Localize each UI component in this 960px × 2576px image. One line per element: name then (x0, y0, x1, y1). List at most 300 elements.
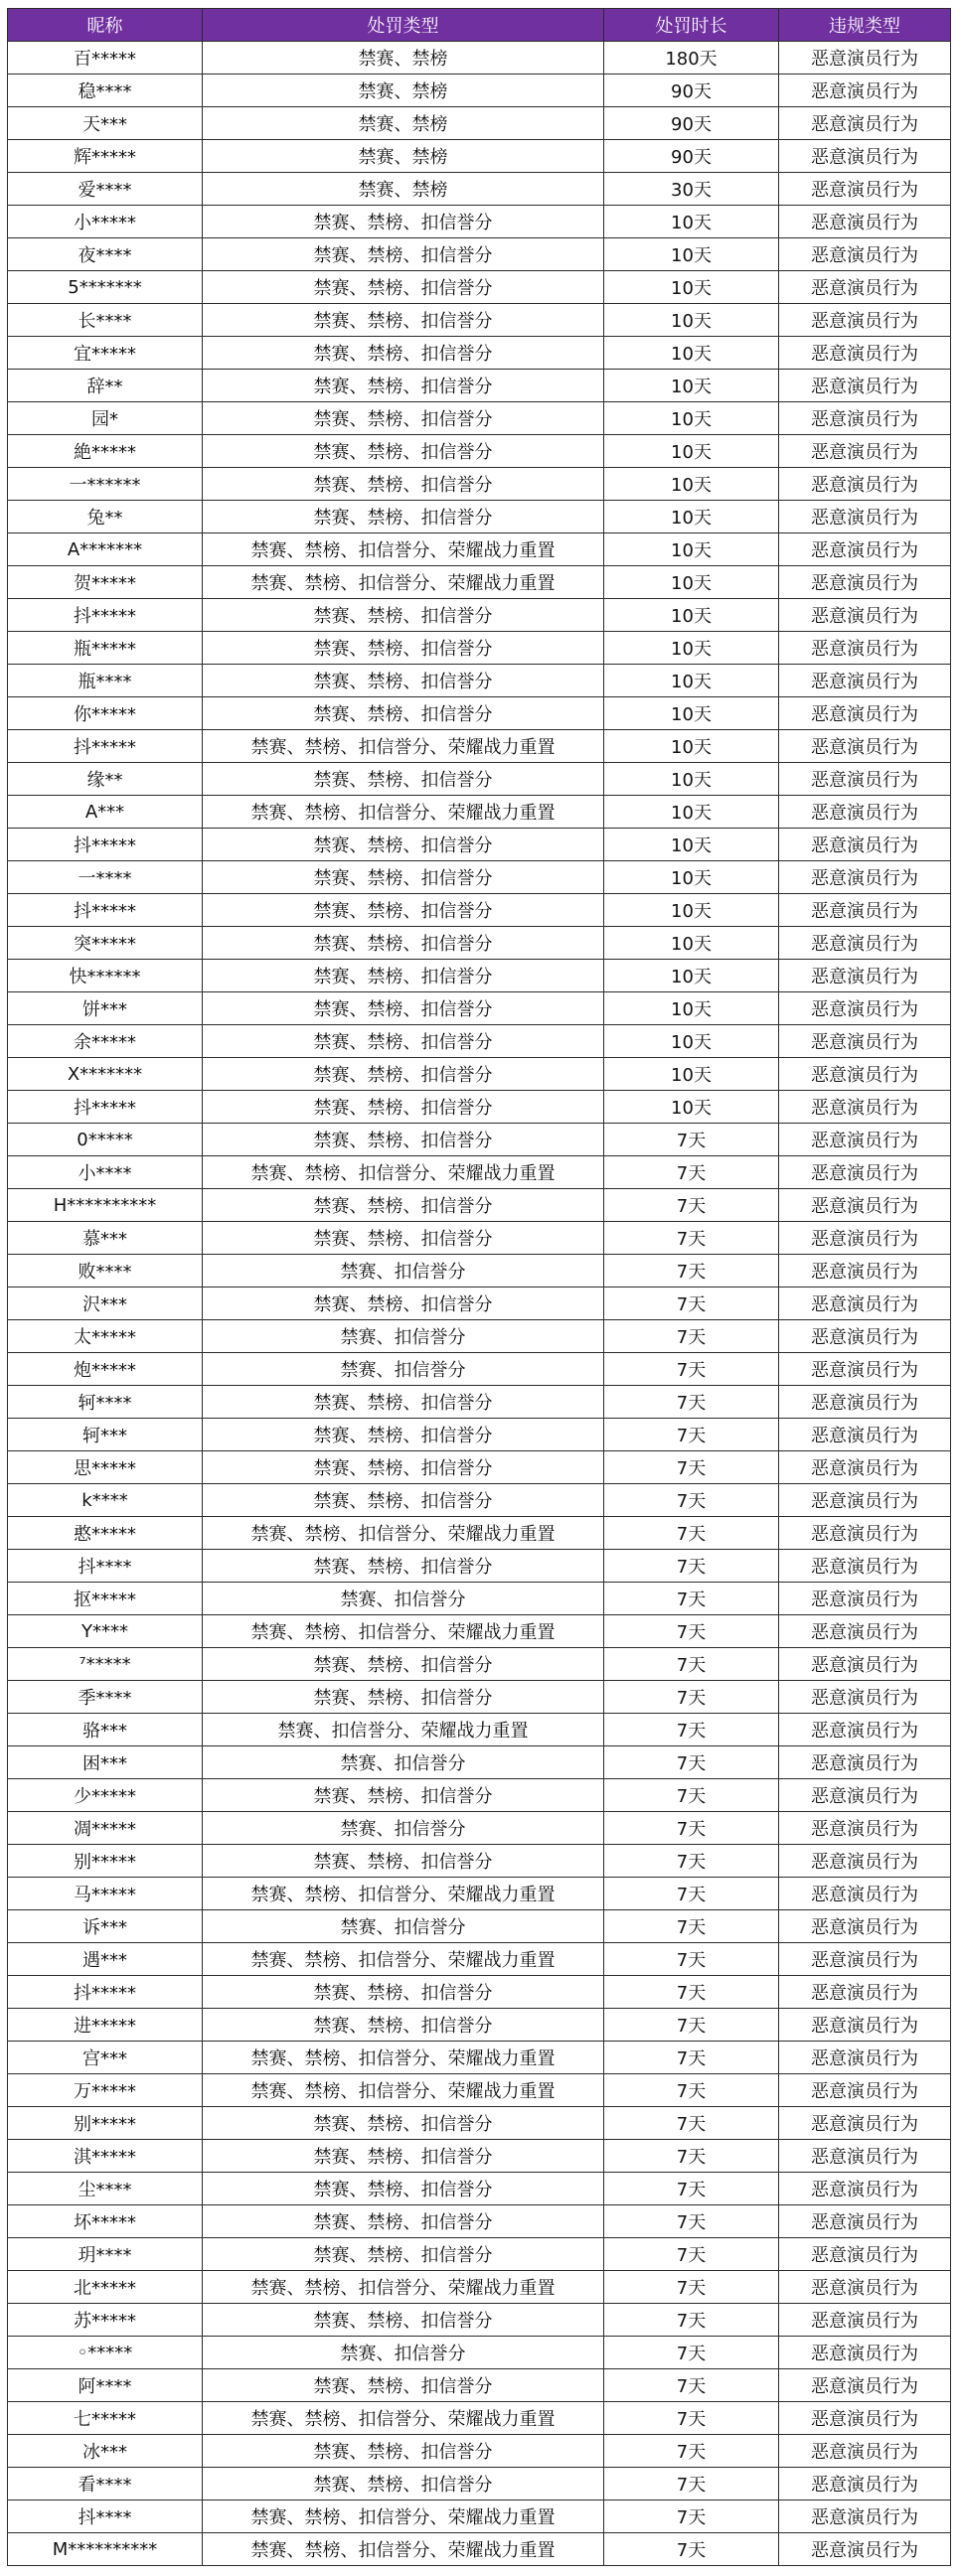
table-row (8, 1058, 951, 1091)
cell-penalty-type: 禁赛、禁榜、扣信誉分、荣耀战力重置 (203, 1156, 604, 1189)
cell-penalty-type: 禁赛、禁榜、扣信誉分 (203, 2468, 604, 2500)
cell-nickname: 坏***** (8, 2205, 203, 2238)
cell-penalty-duration: 10天 (604, 599, 779, 632)
cell-violation-type: 恶意演员行为 (779, 1583, 951, 1615)
cell-penalty-duration: 7天 (604, 2369, 779, 2402)
cell-violation-type: 恶意演员行为 (779, 730, 951, 763)
cell-violation-type: 恶意演员行为 (779, 1058, 951, 1091)
cell-violation-type: 恶意演员行为 (779, 304, 951, 337)
cell-violation-type: 恶意演员行为 (779, 1779, 951, 1812)
cell-violation-type: 恶意演员行为 (779, 1615, 951, 1648)
table-row (8, 206, 951, 238)
cell-penalty-duration: 10天 (604, 992, 779, 1025)
cell-nickname: 爱**** (8, 173, 203, 206)
cell-penalty-type: 禁赛、禁榜、扣信誉分 (203, 2009, 604, 2042)
cell-violation-type: 恶意演员行为 (779, 2042, 951, 2074)
table-row (8, 1976, 951, 2009)
cell-violation-type: 恶意演员行为 (779, 1812, 951, 1845)
cell-violation-type: 恶意演员行为 (779, 2435, 951, 2468)
cell-penalty-type: 禁赛、扣信誉分 (203, 1353, 604, 1386)
cell-violation-type: 恶意演员行为 (779, 2009, 951, 2042)
cell-violation-type: 恶意演员行为 (779, 665, 951, 697)
cell-penalty-duration: 7天 (604, 2009, 779, 2042)
cell-penalty-type: 禁赛、禁榜、扣信誉分 (203, 1779, 604, 1812)
table-row (8, 1025, 951, 1058)
table-row (8, 1124, 951, 1156)
cell-penalty-duration: 7天 (604, 1812, 779, 1845)
penalty-table-container (7, 8, 950, 2566)
cell-penalty-type: 禁赛、禁榜、扣信誉分 (203, 2238, 604, 2271)
cell-penalty-duration: 7天 (604, 2238, 779, 2271)
cell-violation-type: 恶意演员行为 (779, 927, 951, 960)
cell-penalty-duration: 90天 (604, 75, 779, 107)
cell-nickname: 遇*** (8, 1943, 203, 1976)
cell-nickname: 辞** (8, 370, 203, 402)
cell-violation-type: 恶意演员行为 (779, 2140, 951, 2173)
cell-penalty-type: 禁赛、扣信誉分 (203, 1812, 604, 1845)
cell-penalty-type: 禁赛、禁榜、扣信誉分、荣耀战力重置 (203, 1878, 604, 1910)
cell-violation-type: 恶意演员行为 (779, 140, 951, 173)
cell-penalty-duration: 7天 (604, 1746, 779, 1779)
table-row (8, 1845, 951, 1878)
cell-nickname: 抠***** (8, 1583, 203, 1615)
cell-penalty-type: 禁赛、扣信誉分 (203, 1746, 604, 1779)
table-row (8, 665, 951, 697)
cell-penalty-duration: 10天 (604, 1025, 779, 1058)
cell-nickname: 一**** (8, 861, 203, 894)
cell-violation-type: 恶意演员行为 (779, 1419, 951, 1451)
cell-violation-type: 恶意演员行为 (779, 370, 951, 402)
cell-violation-type: 恶意演员行为 (779, 2468, 951, 2500)
cell-nickname: 万***** (8, 2074, 203, 2107)
header-row (8, 9, 951, 42)
cell-nickname: 玥**** (8, 2238, 203, 2271)
cell-nickname: 絶***** (8, 435, 203, 468)
cell-violation-type: 恶意演员行为 (779, 206, 951, 238)
cell-nickname: 别***** (8, 2107, 203, 2140)
cell-nickname: 苏***** (8, 2304, 203, 2337)
table-row (8, 763, 951, 796)
cell-penalty-duration: 7天 (604, 1320, 779, 1353)
table-row (8, 1517, 951, 1550)
cell-violation-type: 恶意演员行为 (779, 2304, 951, 2337)
cell-penalty-type: 禁赛、禁榜、扣信誉分 (203, 1484, 604, 1517)
cell-violation-type: 恶意演员行为 (779, 992, 951, 1025)
cell-penalty-type: 禁赛、禁榜、扣信誉分 (203, 665, 604, 697)
cell-penalty-type: 禁赛、禁榜、扣信誉分 (203, 1451, 604, 1484)
cell-nickname: 抖**** (8, 2500, 203, 2533)
table-row (8, 1943, 951, 1976)
cell-violation-type: 恶意演员行为 (779, 1648, 951, 1681)
table-row (8, 1779, 951, 1812)
cell-nickname: X******* (8, 1058, 203, 1091)
cell-penalty-duration: 7天 (604, 1845, 779, 1878)
cell-penalty-type: 禁赛、禁榜、扣信誉分 (203, 861, 604, 894)
table-row (8, 2271, 951, 2304)
table-row (8, 1320, 951, 1353)
cell-penalty-duration: 90天 (604, 107, 779, 140)
cell-violation-type: 恶意演员行为 (779, 2107, 951, 2140)
cell-penalty-duration: 7天 (604, 2337, 779, 2369)
cell-violation-type: 恶意演员行为 (779, 435, 951, 468)
cell-violation-type: 恶意演员行为 (779, 1910, 951, 1943)
cell-penalty-type: 禁赛、禁榜、扣信誉分 (203, 1419, 604, 1451)
table-row (8, 697, 951, 730)
cell-penalty-duration: 7天 (604, 1222, 779, 1255)
header-penalty-duration: 处罚时长 (604, 9, 779, 42)
cell-nickname: 5******* (8, 271, 203, 304)
cell-penalty-type: 禁赛、禁榜、扣信誉分 (203, 2435, 604, 2468)
cell-violation-type: 恶意演员行为 (779, 1222, 951, 1255)
cell-penalty-duration: 30天 (604, 173, 779, 206)
cell-nickname: 思***** (8, 1451, 203, 1484)
cell-penalty-duration: 10天 (604, 861, 779, 894)
cell-violation-type: 恶意演员行为 (779, 829, 951, 861)
table-row (8, 1189, 951, 1222)
cell-nickname: A*** (8, 796, 203, 829)
cell-penalty-duration: 7天 (604, 1386, 779, 1419)
cell-violation-type: 恶意演员行为 (779, 697, 951, 730)
cell-violation-type: 恶意演员行为 (779, 2500, 951, 2533)
cell-penalty-type: 禁赛、禁榜、扣信誉分 (203, 632, 604, 665)
table-row (8, 2402, 951, 2435)
table-row (8, 2533, 951, 2566)
table-row (8, 435, 951, 468)
cell-violation-type: 恶意演员行为 (779, 960, 951, 992)
cell-nickname: 败**** (8, 1255, 203, 1288)
table-row (8, 1288, 951, 1320)
cell-violation-type: 恶意演员行为 (779, 599, 951, 632)
cell-violation-type: 恶意演员行为 (779, 468, 951, 501)
cell-violation-type: 恶意演员行为 (779, 2173, 951, 2205)
cell-penalty-duration: 10天 (604, 632, 779, 665)
cell-nickname: 凋***** (8, 1812, 203, 1845)
table-row (8, 960, 951, 992)
table-row (8, 501, 951, 533)
table-row (8, 1156, 951, 1189)
cell-violation-type: 恶意演员行为 (779, 2074, 951, 2107)
cell-penalty-duration: 7天 (604, 1255, 779, 1288)
cell-nickname: 沢*** (8, 1288, 203, 1320)
cell-penalty-duration: 7天 (604, 1124, 779, 1156)
cell-nickname: 七***** (8, 2402, 203, 2435)
cell-penalty-duration: 10天 (604, 271, 779, 304)
cell-violation-type: 恶意演员行为 (779, 796, 951, 829)
cell-violation-type: 恶意演员行为 (779, 42, 951, 75)
table-row (8, 1648, 951, 1681)
cell-violation-type: 恶意演员行为 (779, 1091, 951, 1124)
cell-penalty-type: 禁赛、禁榜、扣信誉分 (203, 763, 604, 796)
cell-violation-type: 恶意演员行为 (779, 1156, 951, 1189)
cell-penalty-type: 禁赛、禁榜、扣信誉分、荣耀战力重置 (203, 566, 604, 599)
cell-nickname: 天*** (8, 107, 203, 140)
cell-nickname: 憨***** (8, 1517, 203, 1550)
cell-nickname: A******* (8, 533, 203, 566)
cell-nickname: 进***** (8, 2009, 203, 2042)
cell-penalty-duration: 10天 (604, 1091, 779, 1124)
cell-nickname: 北***** (8, 2271, 203, 2304)
cell-violation-type: 恶意演员行为 (779, 1517, 951, 1550)
cell-nickname: 抖**** (8, 1550, 203, 1583)
cell-penalty-type: 禁赛、禁榜、扣信誉分 (203, 402, 604, 435)
cell-penalty-type: 禁赛、禁榜、扣信誉分 (203, 1091, 604, 1124)
table-row (8, 829, 951, 861)
cell-penalty-duration: 7天 (604, 1779, 779, 1812)
cell-nickname: 长**** (8, 304, 203, 337)
table-row (8, 1222, 951, 1255)
cell-nickname: 冰*** (8, 2435, 203, 2468)
cell-nickname: ◦***** (8, 2337, 203, 2369)
table-row (8, 2042, 951, 2074)
cell-penalty-duration: 10天 (604, 1058, 779, 1091)
cell-penalty-type: 禁赛、禁榜、扣信誉分 (203, 927, 604, 960)
cell-penalty-type: 禁赛、扣信誉分 (203, 1583, 604, 1615)
cell-penalty-type: 禁赛、禁榜 (203, 107, 604, 140)
cell-nickname: 看**** (8, 2468, 203, 2500)
cell-penalty-duration: 7天 (604, 2107, 779, 2140)
cell-nickname: 困*** (8, 1746, 203, 1779)
cell-penalty-duration: 10天 (604, 894, 779, 927)
cell-penalty-type: 禁赛、禁榜、扣信誉分 (203, 1222, 604, 1255)
table-row (8, 861, 951, 894)
cell-penalty-duration: 7天 (604, 2533, 779, 2566)
cell-nickname: 瓶**** (8, 665, 203, 697)
cell-violation-type: 恶意演员行为 (779, 1124, 951, 1156)
cell-penalty-duration: 10天 (604, 665, 779, 697)
table-row (8, 1583, 951, 1615)
cell-penalty-duration: 10天 (604, 533, 779, 566)
cell-penalty-type: 禁赛、禁榜、扣信誉分 (203, 1189, 604, 1222)
cell-violation-type: 恶意演员行为 (779, 1288, 951, 1320)
table-row (8, 894, 951, 927)
table-row (8, 1255, 951, 1288)
cell-penalty-duration: 7天 (604, 1681, 779, 1714)
cell-nickname: 宜***** (8, 337, 203, 370)
cell-penalty-type: 禁赛、禁榜、扣信誉分、荣耀战力重置 (203, 2533, 604, 2566)
table-row (8, 599, 951, 632)
cell-violation-type: 恶意演员行为 (779, 2238, 951, 2271)
cell-nickname: 小***** (8, 206, 203, 238)
cell-penalty-type: 禁赛、禁榜、扣信誉分、荣耀战力重置 (203, 2271, 604, 2304)
cell-penalty-duration: 10天 (604, 501, 779, 533)
table-row (8, 2304, 951, 2337)
cell-nickname: 太***** (8, 1320, 203, 1353)
cell-violation-type: 恶意演员行为 (779, 402, 951, 435)
cell-nickname: 抖***** (8, 829, 203, 861)
cell-penalty-duration: 7天 (604, 1484, 779, 1517)
table-row (8, 271, 951, 304)
header-violation-type: 违规类型 (779, 9, 951, 42)
table-row (8, 370, 951, 402)
cell-nickname: 辉***** (8, 140, 203, 173)
cell-violation-type: 恶意演员行为 (779, 1746, 951, 1779)
cell-violation-type: 恶意演员行为 (779, 632, 951, 665)
cell-nickname: 骆*** (8, 1714, 203, 1746)
cell-penalty-type: 禁赛、禁榜、扣信誉分 (203, 468, 604, 501)
cell-violation-type: 恶意演员行为 (779, 1320, 951, 1353)
header-nickname: 昵称 (8, 9, 203, 42)
table-row (8, 1681, 951, 1714)
table-row (8, 1550, 951, 1583)
table-header (8, 9, 951, 42)
cell-violation-type: 恶意演员行为 (779, 75, 951, 107)
cell-penalty-type: 禁赛、禁榜、扣信誉分 (203, 829, 604, 861)
cell-penalty-type: 禁赛、禁榜、扣信誉分、荣耀战力重置 (203, 2042, 604, 2074)
cell-penalty-type: 禁赛、禁榜、扣信誉分 (203, 501, 604, 533)
cell-penalty-type: 禁赛、禁榜 (203, 173, 604, 206)
cell-penalty-type: 禁赛、禁榜、扣信誉分 (203, 2173, 604, 2205)
cell-penalty-type: 禁赛、禁榜、扣信誉分 (203, 599, 604, 632)
table-row (8, 1484, 951, 1517)
table-row (8, 992, 951, 1025)
cell-penalty-duration: 10天 (604, 763, 779, 796)
cell-penalty-duration: 10天 (604, 238, 779, 271)
cell-penalty-duration: 10天 (604, 960, 779, 992)
cell-penalty-duration: 7天 (604, 2042, 779, 2074)
cell-penalty-type: 禁赛、禁榜、扣信誉分 (203, 2205, 604, 2238)
cell-penalty-type: 禁赛、禁榜、扣信誉分 (203, 1386, 604, 1419)
cell-violation-type: 恶意演员行为 (779, 1353, 951, 1386)
cell-penalty-type: 禁赛、禁榜、扣信誉分 (203, 271, 604, 304)
cell-penalty-type: 禁赛、禁榜、扣信誉分 (203, 1058, 604, 1091)
table-row (8, 1910, 951, 1943)
cell-penalty-duration: 10天 (604, 697, 779, 730)
table-row (8, 304, 951, 337)
cell-nickname: 饼*** (8, 992, 203, 1025)
table-row (8, 107, 951, 140)
cell-violation-type: 恶意演员行为 (779, 2533, 951, 2566)
penalty-table (7, 8, 951, 2566)
cell-penalty-duration: 7天 (604, 2140, 779, 2173)
table-row (8, 2205, 951, 2238)
cell-penalty-type: 禁赛、禁榜、扣信誉分 (203, 206, 604, 238)
cell-nickname: 炮***** (8, 1353, 203, 1386)
table-body (8, 42, 951, 2566)
table-row (8, 1746, 951, 1779)
cell-penalty-duration: 10天 (604, 370, 779, 402)
cell-penalty-duration: 10天 (604, 468, 779, 501)
cell-penalty-duration: 7天 (604, 1189, 779, 1222)
cell-violation-type: 恶意演员行为 (779, 1878, 951, 1910)
cell-penalty-type: 禁赛、禁榜、扣信誉分 (203, 2140, 604, 2173)
cell-nickname: 稳**** (8, 75, 203, 107)
cell-penalty-type: 禁赛、禁榜 (203, 42, 604, 75)
cell-violation-type: 恶意演员行为 (779, 1943, 951, 1976)
cell-penalty-duration: 7天 (604, 1976, 779, 2009)
table-row (8, 1714, 951, 1746)
cell-penalty-duration: 90天 (604, 140, 779, 173)
table-row (8, 1615, 951, 1648)
cell-penalty-duration: 7天 (604, 1648, 779, 1681)
cell-penalty-type: 禁赛、禁榜、扣信誉分 (203, 370, 604, 402)
table-row (8, 2468, 951, 2500)
cell-violation-type: 恶意演员行为 (779, 533, 951, 566)
table-row (8, 1878, 951, 1910)
cell-penalty-duration: 10天 (604, 566, 779, 599)
table-row (8, 2009, 951, 2042)
cell-penalty-duration: 7天 (604, 2500, 779, 2533)
table-row (8, 1451, 951, 1484)
cell-penalty-duration: 7天 (604, 1615, 779, 1648)
cell-nickname: 抖***** (8, 1091, 203, 1124)
cell-violation-type: 恶意演员行为 (779, 763, 951, 796)
cell-violation-type: 恶意演员行为 (779, 1550, 951, 1583)
cell-penalty-type: 禁赛、禁榜、扣信誉分、荣耀战力重置 (203, 1517, 604, 1550)
cell-penalty-duration: 7天 (604, 1353, 779, 1386)
cell-penalty-type: 禁赛、禁榜、扣信誉分 (203, 2107, 604, 2140)
cell-violation-type: 恶意演员行为 (779, 861, 951, 894)
cell-nickname: 马***** (8, 1878, 203, 1910)
cell-nickname: 抖***** (8, 599, 203, 632)
cell-penalty-duration: 10天 (604, 796, 779, 829)
cell-nickname: 余***** (8, 1025, 203, 1058)
cell-penalty-duration: 7天 (604, 2205, 779, 2238)
table-row (8, 2140, 951, 2173)
cell-penalty-duration: 10天 (604, 927, 779, 960)
table-row (8, 2107, 951, 2140)
cell-nickname: 一****** (8, 468, 203, 501)
cell-nickname: 季**** (8, 1681, 203, 1714)
table-row (8, 173, 951, 206)
table-row (8, 1386, 951, 1419)
cell-penalty-type: 禁赛、禁榜 (203, 75, 604, 107)
cell-penalty-type: 禁赛、禁榜、扣信誉分 (203, 238, 604, 271)
cell-penalty-type: 禁赛、禁榜 (203, 140, 604, 173)
cell-violation-type: 恶意演员行为 (779, 1976, 951, 2009)
cell-nickname: ⁷***** (8, 1648, 203, 1681)
cell-violation-type: 恶意演员行为 (779, 1681, 951, 1714)
table-row (8, 1091, 951, 1124)
cell-nickname: 你***** (8, 697, 203, 730)
table-row (8, 337, 951, 370)
cell-nickname: 百***** (8, 42, 203, 75)
cell-penalty-type: 禁赛、扣信誉分、荣耀战力重置 (203, 1714, 604, 1746)
cell-nickname: 轲**** (8, 1386, 203, 1419)
cell-violation-type: 恶意演员行为 (779, 1255, 951, 1288)
cell-nickname: 诉*** (8, 1910, 203, 1943)
cell-penalty-duration: 10天 (604, 206, 779, 238)
cell-violation-type: 恶意演员行为 (779, 173, 951, 206)
cell-penalty-type: 禁赛、禁榜、扣信誉分、荣耀战力重置 (203, 2402, 604, 2435)
cell-penalty-type: 禁赛、禁榜、扣信誉分 (203, 1976, 604, 2009)
cell-nickname: 少***** (8, 1779, 203, 1812)
cell-penalty-duration: 7天 (604, 2074, 779, 2107)
table-row (8, 42, 951, 75)
cell-violation-type: 恶意演员行为 (779, 2271, 951, 2304)
cell-nickname: 抖***** (8, 730, 203, 763)
cell-nickname: k**** (8, 1484, 203, 1517)
cell-penalty-type: 禁赛、禁榜、扣信誉分、荣耀战力重置 (203, 533, 604, 566)
cell-penalty-type: 禁赛、禁榜、扣信誉分 (203, 697, 604, 730)
cell-nickname: 轲*** (8, 1419, 203, 1451)
cell-penalty-duration: 7天 (604, 1288, 779, 1320)
cell-penalty-duration: 7天 (604, 2304, 779, 2337)
table-row (8, 632, 951, 665)
cell-violation-type: 恶意演员行为 (779, 1714, 951, 1746)
cell-penalty-type: 禁赛、禁榜、扣信誉分 (203, 304, 604, 337)
cell-penalty-duration: 7天 (604, 1451, 779, 1484)
table-row (8, 2435, 951, 2468)
cell-penalty-duration: 7天 (604, 2468, 779, 2500)
cell-penalty-type: 禁赛、禁榜、扣信誉分、荣耀战力重置 (203, 1943, 604, 1976)
cell-nickname: 0***** (8, 1124, 203, 1156)
cell-penalty-type: 禁赛、禁榜、扣信誉分 (203, 1025, 604, 1058)
cell-penalty-type: 禁赛、禁榜、扣信誉分 (203, 1550, 604, 1583)
cell-violation-type: 恶意演员行为 (779, 2402, 951, 2435)
cell-nickname: 小**** (8, 1156, 203, 1189)
cell-penalty-type: 禁赛、禁榜、扣信誉分、荣耀战力重置 (203, 730, 604, 763)
cell-penalty-duration: 7天 (604, 2271, 779, 2304)
